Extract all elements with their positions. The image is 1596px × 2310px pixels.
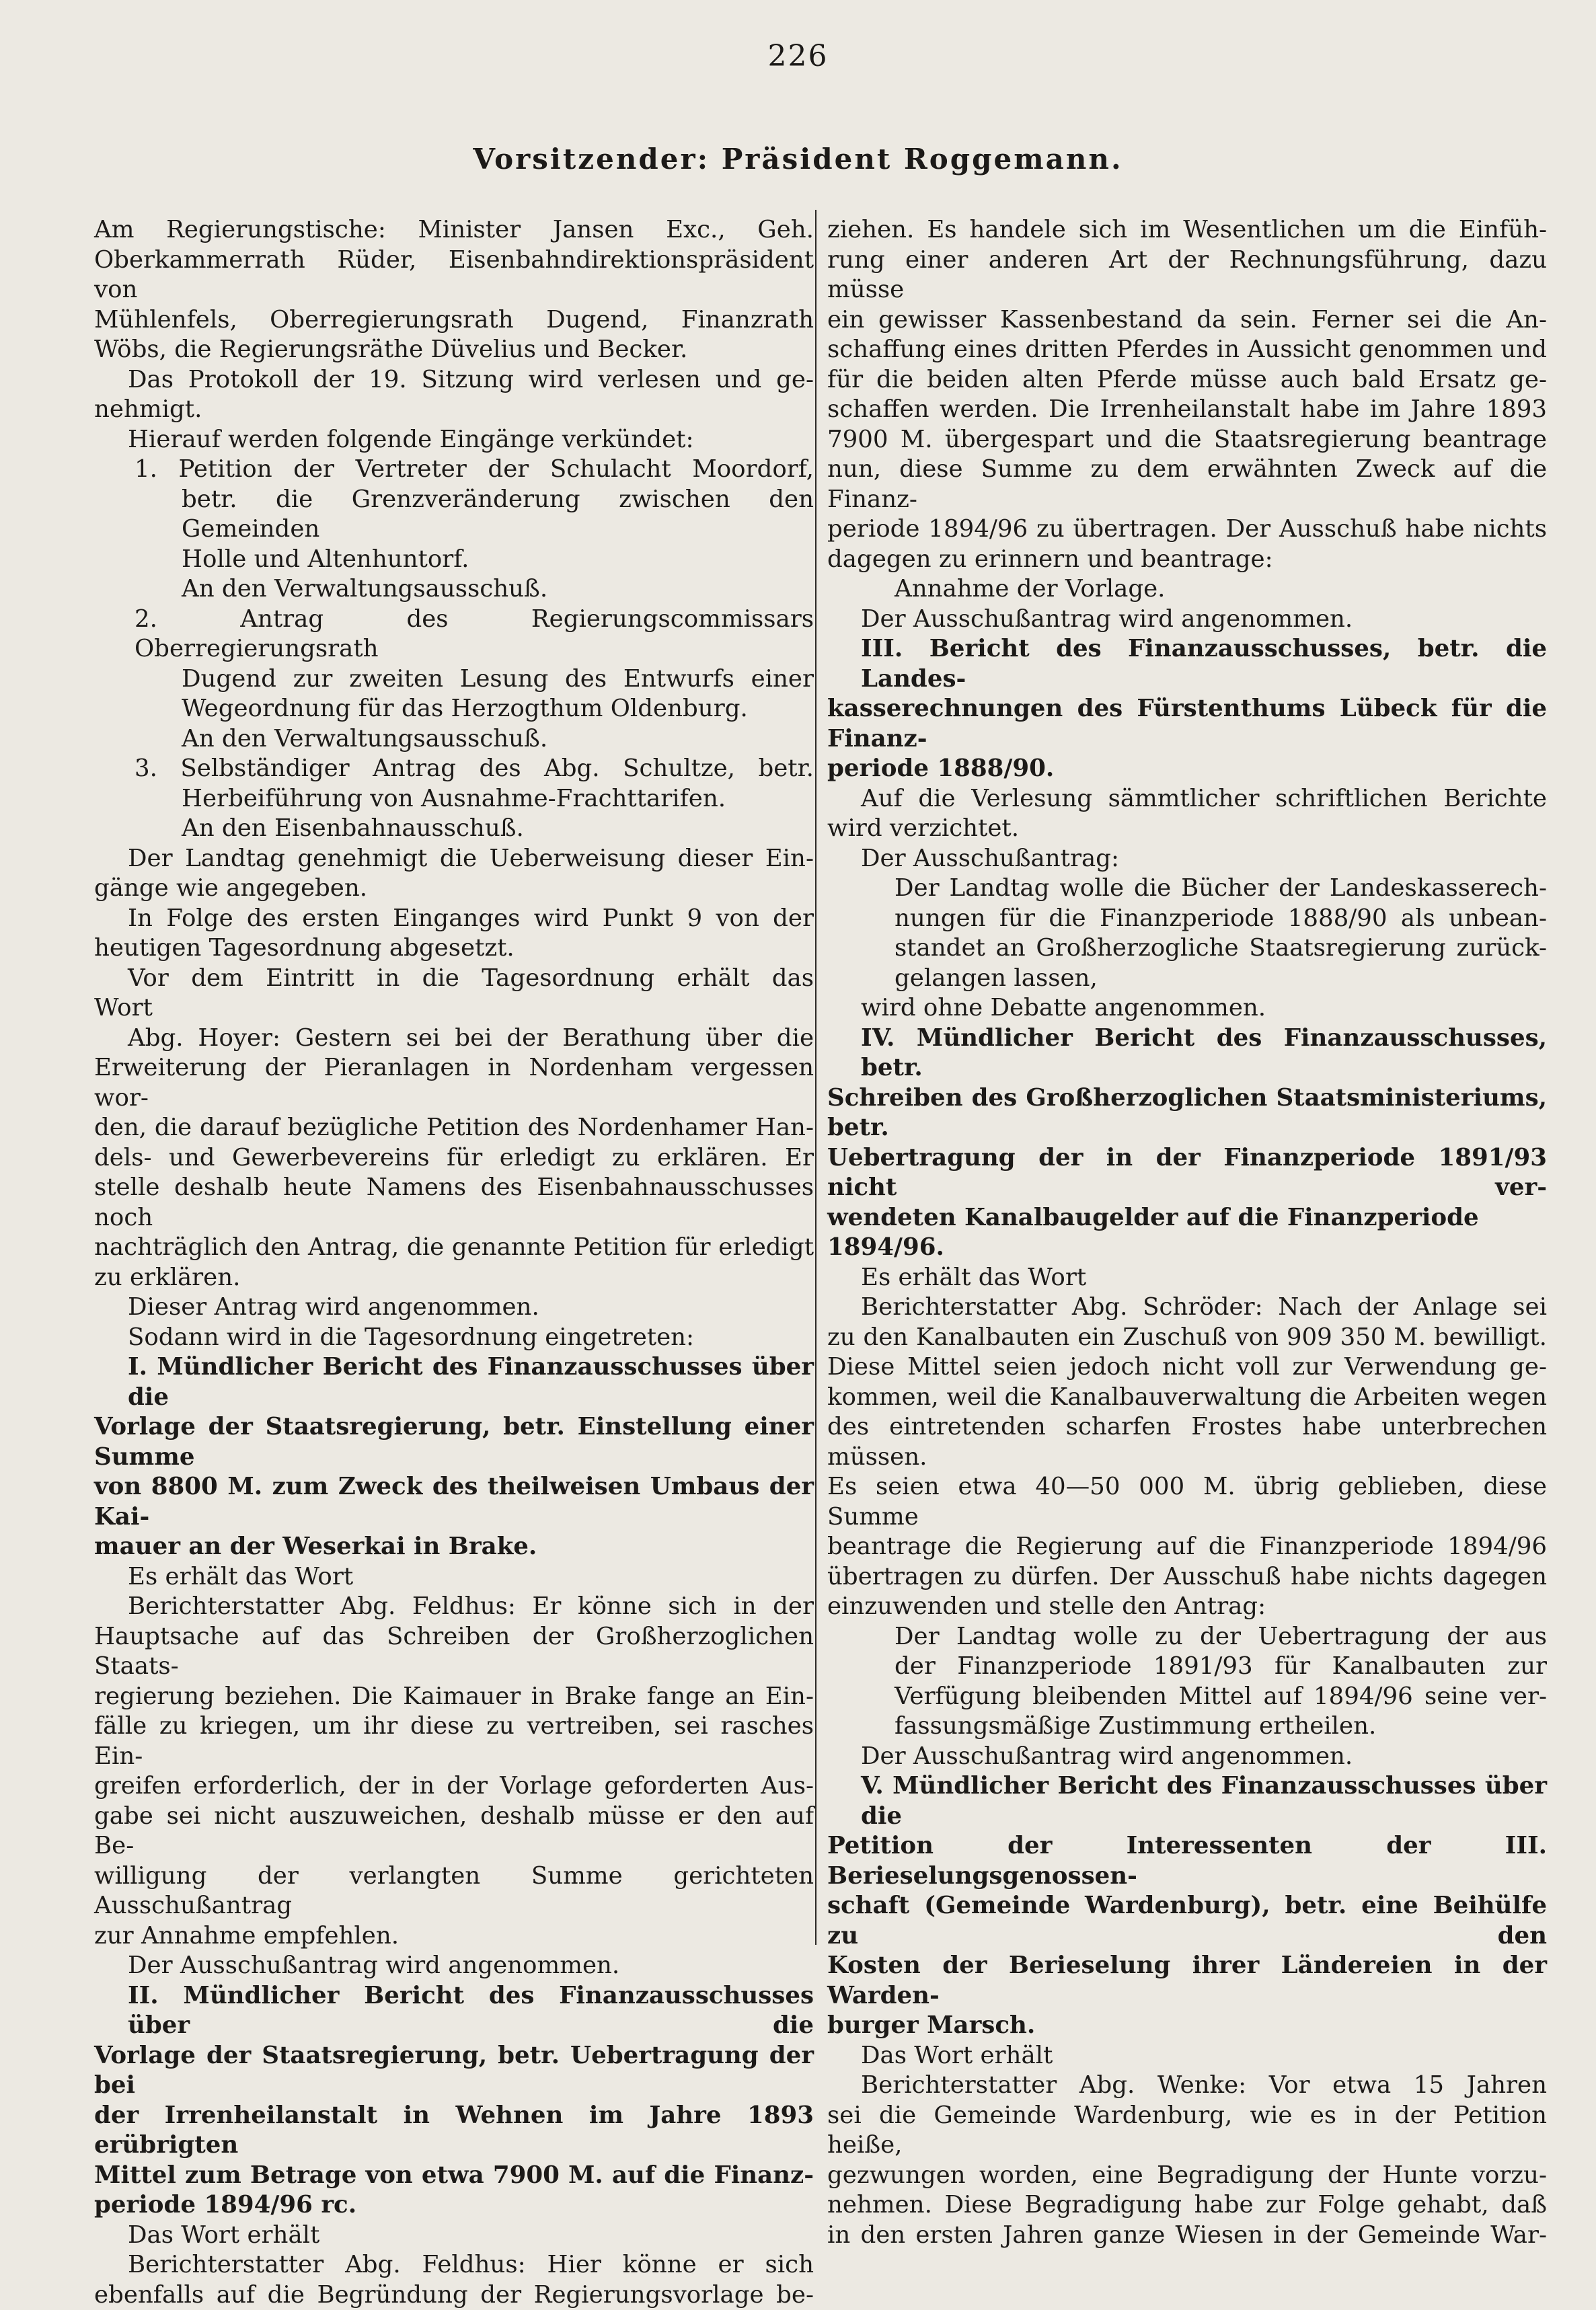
text-line: 2. Antrag des Regierungscommissars Oberregierungsrath	[94, 605, 814, 664]
text-line: Das Protokoll der 19. Sitzung wird verlesen und ge-	[94, 365, 814, 395]
text-line: An den Eisenbahnausschuß.	[94, 814, 814, 844]
text-line: sei die Gemeinde Wardenburg, wie es in der Petition heiße,	[827, 2101, 1547, 2161]
text-line: schaffen werden. Die Irrenheilanstalt habe im Jahre 1893	[827, 395, 1547, 425]
text-line: Mühlenfels, Oberregierungsrath Dugend, Finanzrath	[94, 305, 814, 336]
text-line: willigung der verlangten Summe gerichteten Ausschußantrag	[94, 1861, 814, 1921]
text-line: Kosten der Berieselung ihrer Ländereien in der Warden-	[827, 1951, 1547, 2011]
text-line: ziehen. Es handele sich im Wesentlichen um die Einfüh-	[827, 215, 1547, 245]
text-line: Diese Mittel seien jedoch nicht voll zur Verwendung ge-	[827, 1352, 1547, 1383]
text-line: Uebertragung der in der Finanzperiode 1891/93 nicht ver-	[827, 1143, 1547, 1203]
text-line: beantrage die Regierung auf die Finanzperiode 1894/96	[827, 1532, 1547, 1562]
text-line: Verfügung bleibenden Mittel auf 1894/96 seine ver-	[827, 1682, 1547, 1712]
text-line: zu erklären.	[94, 1263, 814, 1293]
page-number: 226	[0, 39, 1596, 73]
text-line: rung einer anderen Art der Rechnungsführung, dazu müsse	[827, 245, 1547, 305]
text-line: zur Annahme empfehlen.	[94, 1921, 814, 1952]
text-line: standet an Großherzogliche Staatsregierung zurück-	[827, 933, 1547, 964]
text-line: Der Landtag wolle zu der Uebertragung der aus	[827, 1622, 1547, 1652]
text-line: Berichterstatter Abg. Feldhus: Hier könne er sich	[94, 2250, 814, 2280]
text-line: I. Mündlicher Bericht des Finanzausschusses über die	[94, 1352, 814, 1412]
text-line: 3. Selbständiger Antrag des Abg. Schultze, betr.	[94, 754, 814, 784]
text-line: wird ohne Debatte angenommen.	[827, 993, 1547, 1024]
text-line: einzuwenden und stelle den Antrag:	[827, 1592, 1547, 1622]
text-line: schaft (Gemeinde Wardenburg), betr. eine Beihülfe zu den	[827, 1891, 1547, 1951]
text-line: Schreiben des Großherzoglichen Staatsministeriums, betr.	[827, 1083, 1547, 1143]
left-column	[94, 215, 814, 2310]
text-line: nungen für die Finanzperiode 1888/90 als unbean-	[827, 904, 1547, 934]
text-line: II. Mündlicher Bericht des Finanzausschusses über die	[94, 1981, 814, 2041]
column-divider	[815, 210, 816, 1945]
text-line: Das Wort erhält	[827, 2041, 1547, 2071]
text-line: 7900 M. übergespart und die Staatsregierung beantrage	[827, 425, 1547, 455]
text-line: den, die darauf bezügliche Petition des Nordenhamer Han-	[94, 1113, 814, 1143]
text-line: des eintretenden scharfen Frostes habe unterbrechen müssen.	[827, 1412, 1547, 1472]
text-line: mauer an der Weserkai in Brake.	[94, 1532, 814, 1562]
text-line: gänge wie angegeben.	[94, 874, 814, 904]
text-line: stelle deshalb heute Namens des Eisenbahnausschusses noch	[94, 1173, 814, 1233]
text-line: periode 1894/96 rc.	[94, 2190, 814, 2221]
text-line: Erweiterung der Pieranlagen in Nordenham vergessen wor-	[94, 1053, 814, 1113]
text-line: gezwungen worden, eine Begradigung der Hunte vorzu-	[827, 2161, 1547, 2191]
text-line: Mittel zum Betrage von etwa 7900 M. auf die Finanz-	[94, 2161, 814, 2191]
text-line: heutigen Tagesordnung abgesetzt.	[94, 933, 814, 964]
text-line: Berichterstatter Abg. Schröder: Nach der Anlage sei	[827, 1293, 1547, 1323]
text-line: Hauptsache auf das Schreiben der Großherzoglichen Staats-	[94, 1622, 814, 1682]
text-line: zu den Kanalbauten ein Zuschuß von 909 350 M. bewilligt.	[827, 1323, 1547, 1353]
text-line: Berichterstatter Abg. Wenke: Vor etwa 15 Jahren	[827, 2071, 1547, 2101]
text-line: Petition der Interessenten der III. Berieselungsgenossen-	[827, 1831, 1547, 1891]
text-line: fälle zu kriegen, um ihr diese zu vertreiben, sei rasches Ein-	[94, 1711, 814, 1771]
text-line: Es erhält das Wort	[827, 1263, 1547, 1293]
text-line: von 8800 M. zum Zweck des theilweisen Umbaus der Kai-	[94, 1472, 814, 1532]
text-line: IV. Mündlicher Bericht des Finanzausschusses, betr.	[827, 1024, 1547, 1083]
text-line: kasserechnungen des Fürstenthums Lübeck für die Finanz-	[827, 694, 1547, 754]
text-line: Am Regierungstische: Minister Jansen Exc., Geh.	[94, 215, 814, 245]
text-line: Der Landtag wolle die Bücher der Landeskasserech-	[827, 874, 1547, 904]
text-line: III. Bericht des Finanzausschusses, betr. die Landes-	[827, 634, 1547, 694]
text-line: burger Marsch.	[827, 2011, 1547, 2041]
text-line: dagegen zu erinnern und beantrage:	[827, 545, 1547, 575]
text-line: Der Ausschußantrag:	[827, 844, 1547, 874]
text-line: An den Verwaltungsausschuß.	[94, 724, 814, 755]
text-line: Der Landtag genehmigt die Ueberweisung dieser Ein-	[94, 844, 814, 874]
text-line: periode 1894/96 zu übertragen. Der Ausschuß habe nichts	[827, 514, 1547, 545]
chair-heading: Vorsitzender: Präsident Roggemann.	[0, 143, 1596, 176]
text-line: Der Ausschußantrag wird angenommen.	[827, 1742, 1547, 1772]
text-line: nehmigt.	[94, 395, 814, 425]
text-line: nehmen. Diese Begradigung habe zur Folge gehabt, daß	[827, 2190, 1547, 2221]
text-line: gabe sei nicht auszuweichen, deshalb müsse er den auf Be-	[94, 1802, 814, 1861]
text-line: Wöbs, die Regierungsräthe Düvelius und Becker.	[94, 335, 814, 365]
text-line: wird verzichtet.	[827, 814, 1547, 844]
text-line: nachträglich den Antrag, die genannte Petition für erledigt	[94, 1233, 814, 1263]
text-line: ein gewisser Kassenbestand da sein. Ferner sei die An-	[827, 305, 1547, 336]
text-line: Vor dem Eintritt in die Tagesordnung erhält das	[94, 964, 814, 994]
text-line: Annahme der Vorlage.	[827, 574, 1547, 605]
text-line: Der Ausschußantrag wird angenommen.	[827, 605, 1547, 635]
text-line: Vorlage der Staatsregierung, betr. Einstellung einer Summe	[94, 1412, 814, 1472]
text-line: V. Mündlicher Bericht des Finanzausschusses über die	[827, 1771, 1547, 1831]
text-line: Wegeordnung für das Herzogthum Oldenburg.	[94, 694, 814, 724]
text-line: wendeten Kanalbaugelder auf die Finanzperiode 1894/96.	[827, 1203, 1547, 1263]
text-line: fassungsmäßige Zustimmung ertheilen.	[827, 1711, 1547, 1742]
text-line: In Folge des ersten Einganges wird Punkt 9 von der	[94, 904, 814, 934]
text-line: Dieser Antrag wird angenommen.	[94, 1293, 814, 1323]
text-line: in den ersten Jahren ganze Wiesen in der Gemeinde War-	[827, 2221, 1547, 2251]
text-line: Wort	[94, 993, 814, 1024]
text-line: periode 1888/90.	[827, 754, 1547, 784]
right-column	[827, 215, 1547, 2250]
text-line: schaffung eines dritten Pferdes in Aussicht genommen und	[827, 335, 1547, 365]
text-line: An den Verwaltungsausschuß.	[94, 574, 814, 605]
text-line: Es seien etwa 40—50 000 M. übrig geblieben, diese Summe	[827, 1472, 1547, 1532]
text-line: Es erhält das Wort	[94, 1562, 814, 1592]
text-line: dels- und Gewerbevereins für erledigt zu erklären. Er	[94, 1143, 814, 1173]
text-line: betr. die Grenzveränderung zwischen den Gemeinden	[94, 485, 814, 545]
text-line: der Irrenheilanstalt in Wehnen im Jahre 1893 erübrigten	[94, 2101, 814, 2161]
text-line: Berichterstatter Abg. Feldhus: Er könne sich in der	[94, 1592, 814, 1622]
text-line: Dugend zur zweiten Lesung des Entwurfs einer	[94, 664, 814, 695]
text-line: Auf die Verlesung sämmtlicher schriftlichen Berichte	[827, 784, 1547, 814]
text-line: 1. Petition der Vertreter der Schulacht Moordorf,	[94, 455, 814, 485]
text-line: Hierauf werden folgende Eingänge verkündet:	[94, 425, 814, 455]
text-line: regierung beziehen. Die Kaimauer in Brake fange an Ein-	[94, 1682, 814, 1712]
text-line: nun, diese Summe zu dem erwähnten Zweck auf die Finanz-	[827, 455, 1547, 514]
text-line: Oberkammerrath Rüder, Eisenbahndirektionspräsident von	[94, 245, 814, 305]
text-line: Der Ausschußantrag wird angenommen.	[94, 1951, 814, 1981]
text-line: gelangen lassen,	[827, 964, 1547, 994]
text-line: Herbeiführung von Ausnahme-Frachttarifen.	[94, 784, 814, 814]
text-line: der Finanzperiode 1891/93 für Kanalbauten zur	[827, 1652, 1547, 1682]
text-line: Das Wort erhält	[94, 2221, 814, 2251]
text-line: Vorlage der Staatsregierung, betr. Uebertragung der bei	[94, 2041, 814, 2101]
text-line: ebenfalls auf die Begründung der Regierungsvorlage be-	[94, 2280, 814, 2310]
text-line: Sodann wird in die Tagesordnung eingetreten:	[94, 1323, 814, 1353]
text-line: übertragen zu dürfen. Der Ausschuß habe nichts dagegen	[827, 1562, 1547, 1592]
text-line: Holle und Altenhuntorf.	[94, 545, 814, 575]
text-line: kommen, weil die Kanalbauverwaltung die Arbeiten wegen	[827, 1383, 1547, 1413]
text-line: greifen erforderlich, der in der Vorlage geforderten Aus-	[94, 1771, 814, 1802]
text-line: für die beiden alten Pferde müsse auch bald Ersatz ge-	[827, 365, 1547, 395]
text-line: Abg. Hoyer: Gestern sei bei der Berathung über die	[94, 1024, 814, 1054]
